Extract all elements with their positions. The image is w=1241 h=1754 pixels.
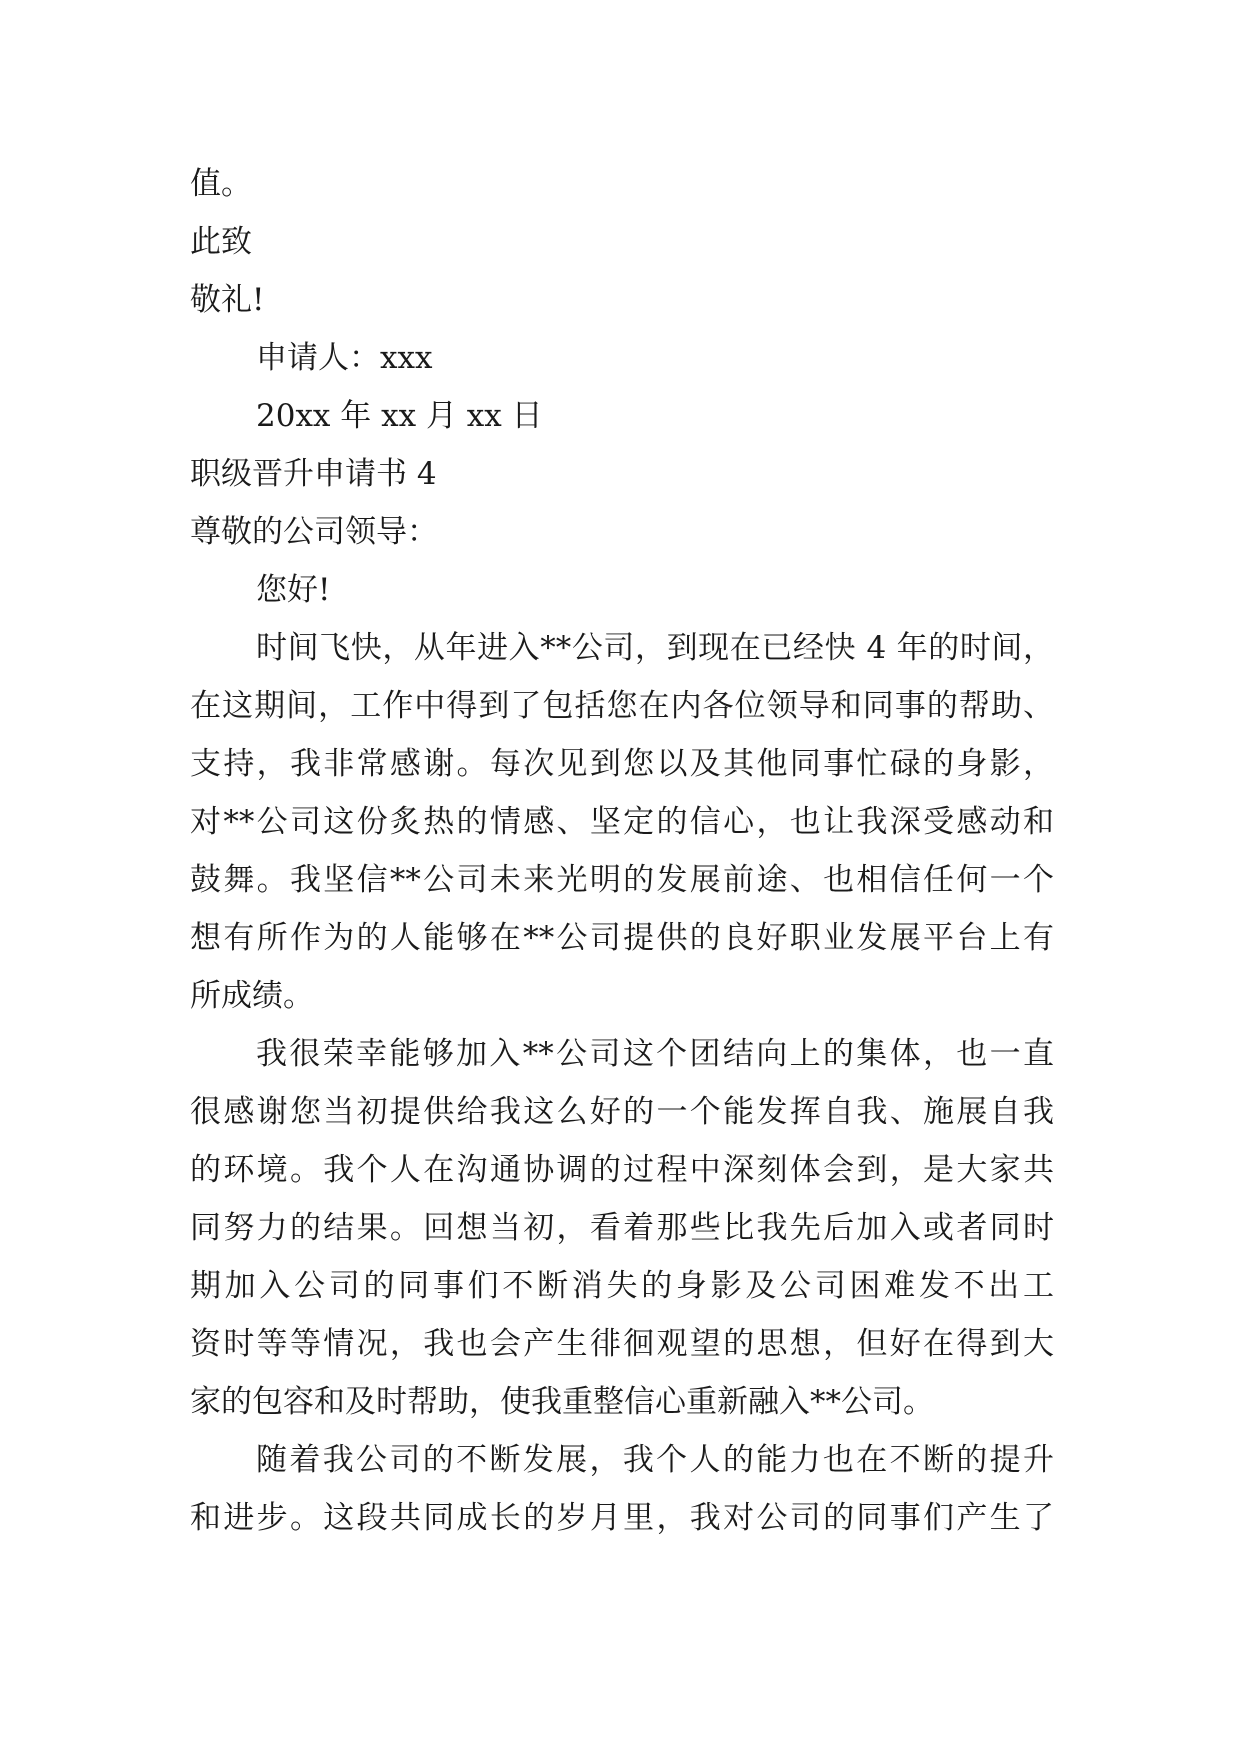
salute-line-1: 此致 [190, 224, 252, 260]
paragraph-2-line-7: 家的包容和及时帮助，使我重整信心重新融入**公司。 [190, 1384, 934, 1420]
letter-title: 职级晋升申请书 4 [190, 456, 437, 492]
paragraph-1-line-7: 所成绩。 [190, 978, 314, 1014]
paragraph-1-line-3: 支持，我非常感谢。每次见到您以及其他同事忙碌的身影， [190, 746, 1054, 782]
paragraph-1-line-2: 在这期间，工作中得到了包括您在内各位领导和同事的帮助、 [190, 688, 1054, 724]
salute-line-2: 敬礼! [190, 282, 265, 318]
greeting-line: 您好! [256, 572, 331, 608]
date-line: 20xx 年 xx 月 xx 日 [256, 398, 543, 434]
paragraph-1-line-1: 时间飞快，从年进入**公司，到现在已经快 4 年的时间， [256, 630, 1054, 666]
paragraph-2-line-4: 同努力的结果。回想当初，看着那些比我先后加入或者同时 [190, 1210, 1054, 1246]
recipient-line: 尊敬的公司领导： [190, 514, 438, 550]
closing-tail: 值。 [190, 166, 252, 202]
paragraph-2-line-1: 我很荣幸能够加入**公司这个团结向上的集体，也一直 [256, 1036, 1054, 1072]
paragraph-1-line-4: 对**公司这份炙热的情感、坚定的信心，也让我深受感动和 [190, 804, 1054, 840]
paragraph-3-line-2: 和进步。这段共同成长的岁月里，我对公司的同事们产生了 [190, 1500, 1054, 1536]
paragraph-3-line-1: 随着我公司的不断发展，我个人的能力也在不断的提升 [256, 1442, 1054, 1478]
paragraph-2-line-6: 资时等等情况，我也会产生徘徊观望的思想，但好在得到大 [190, 1326, 1054, 1362]
paragraph-2-line-2: 很感谢您当初提供给我这么好的一个能发挥自我、施展自我 [190, 1094, 1054, 1130]
paragraph-2-line-3: 的环境。我个人在沟通协调的过程中深刻体会到，是大家共 [190, 1152, 1054, 1188]
paragraph-2-line-5: 期加入公司的同事们不断消失的身影及公司困难发不出工 [190, 1268, 1054, 1304]
applicant-signature: 申请人：xxx [256, 340, 433, 376]
paragraph-1-line-6: 想有所作为的人能够在**公司提供的良好职业发展平台上有 [190, 920, 1054, 956]
paragraph-1-line-5: 鼓舞。我坚信**公司未来光明的发展前途、也相信任何一个 [190, 862, 1054, 898]
